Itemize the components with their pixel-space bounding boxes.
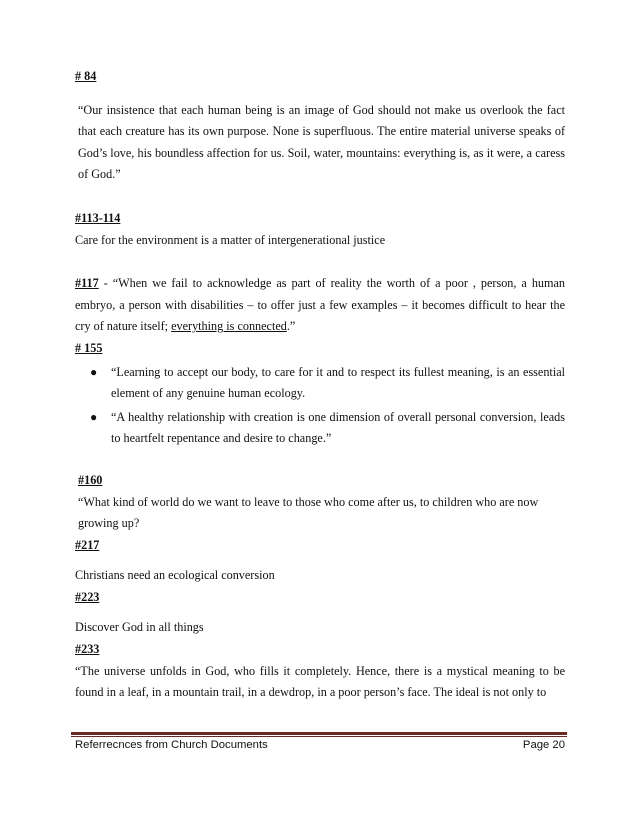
section-text-223: Discover God in all things [75, 620, 204, 635]
bullet-list-155 [75, 362, 565, 450]
section-heading-113-114: #113-114 [75, 210, 121, 225]
section-text-113-114: Care for the environment is a matter of intergenerational justice [75, 232, 386, 247]
section-heading-84: # 84 [75, 69, 97, 83]
bullet-text: “A healthy relationship with creation is one dimension of overall personal conversion, leads to heartfelt repentance and desire to change.” [111, 409, 565, 446]
section-text-117 [75, 273, 565, 338]
section-117-underlined-phrase: everything is connected [171, 319, 287, 334]
bullet-icon: ● [90, 364, 98, 379]
section-heading-155: # 155 [75, 340, 103, 355]
bullet-text: “Learning to accept our body, to care for it and to respect its fullest meaning, is an essential element of any genuine human ecology. [111, 364, 565, 401]
section-heading-217: #217 [75, 537, 100, 552]
section-heading-160: #160 [78, 472, 103, 487]
footer-rule-thin [71, 736, 567, 737]
section-text-217: Christians need an ecological conversion [75, 568, 275, 583]
section-text-233: “The universe unfolds in God, who fills it completely. Hence, there is a mystical meaning to be found in a leaf, in a mountain trail, in a dewdrop, in a poor person’s face. The ideal is not only to [75, 663, 565, 700]
footer-page-number: Page 20 [522, 739, 565, 751]
section-117-text-after: .” [286, 319, 296, 334]
list-item [75, 362, 565, 405]
list-item [75, 407, 565, 450]
section-117-text-before: - “When we fail to acknowledge as part of reality the worth of a poor , person, a human embryo, a person with disabilities – to offer just a few examples – it becomes difficult to hear the cry of nature itself; [75, 276, 565, 334]
page-content [75, 66, 565, 704]
section-heading-223: #223 [75, 589, 100, 604]
bullet-icon: ● [90, 409, 98, 424]
footer-document-title: Referrecnces from Church Documents [75, 739, 268, 751]
section-text-160: “What kind of world do we want to leave to those who come after us, to children who are now growing up? [78, 494, 539, 531]
page-footer [75, 739, 565, 751]
section-heading-233: #233 [75, 642, 100, 657]
section-heading-117: #117 [75, 276, 99, 291]
section-text-84: “Our insistence that each human being is an image of God should not make us overlook the fact that each creature has its own purpose. None is superfluous. The entire material universe speaks of God’s love, his boundless affection for us. Soil, water, mountains: everything is, as it were, a caress of God.” [78, 102, 565, 182]
footer-rule-thick [71, 732, 567, 735]
